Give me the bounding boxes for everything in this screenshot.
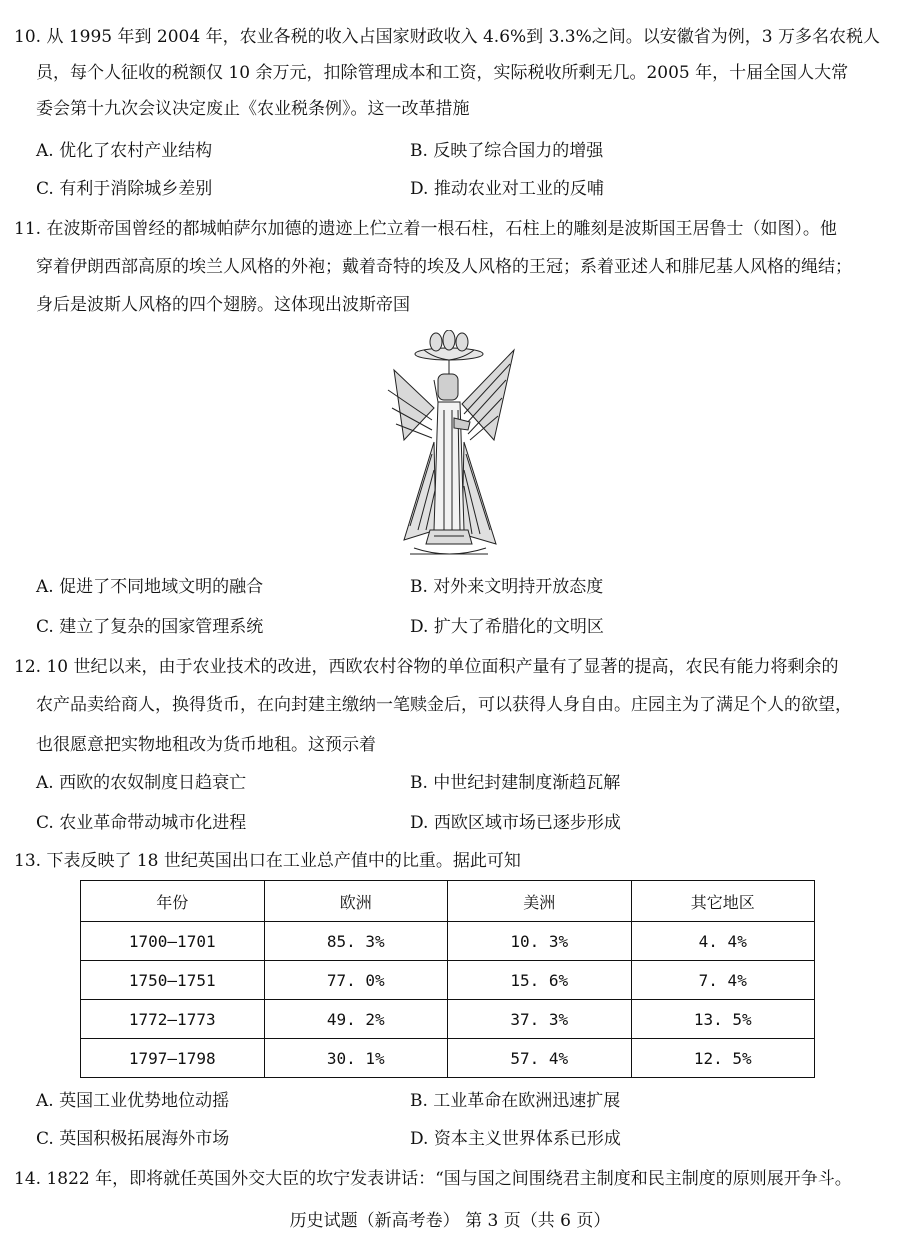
table-row: [81, 1000, 815, 1039]
q12-line-1: 12. 10 世纪以来，由于农业技术的改进，西欧农村谷物的单位面积产量有了显著的提高，农民有能力将剩余的: [14, 657, 839, 677]
q11-option-b: B. 对外来文明持开放态度: [410, 577, 604, 597]
table-row: [81, 922, 815, 961]
q10-line-3: 委会第十九次会议决定废止《农业税条例》。这一改革措施: [36, 99, 470, 119]
table-header-row: [81, 881, 815, 922]
table-cell: 4. 4%: [631, 922, 815, 961]
table-cell: 1700—1701: [81, 922, 265, 961]
table-cell: 85. 3%: [264, 922, 448, 961]
table-cell: 15. 6%: [448, 961, 632, 1000]
table-cell: 77. 0%: [264, 961, 448, 1000]
q10-option-b: B. 反映了综合国力的增强: [410, 141, 604, 161]
table-header-america: 美洲: [448, 881, 632, 922]
page-footer: 历史试题（新高考卷） 第 3 页（共 6 页）: [289, 1211, 611, 1231]
q11-line-3: 身后是波斯人风格的四个翅膀。这体现出波斯帝国: [36, 295, 410, 315]
table-cell: 12. 5%: [631, 1039, 815, 1078]
q11-option-a: A. 促进了不同地域文明的融合: [36, 577, 264, 597]
q11-line-1: 11. 在波斯帝国曾经的都城帕萨尔加德的遗迹上伫立着一根石柱，石柱上的雕刻是波斯国王居鲁士（如图）。他: [14, 219, 837, 239]
q13-option-b: B. 工业革命在欧洲迅速扩展: [410, 1091, 621, 1111]
q10-option-d: D. 推动农业对工业的反哺: [410, 179, 604, 199]
q14-line-1: 14. 1822 年，即将就任英国外交大臣的坎宁发表讲话：“国与国之间围绕君主制度和民主制度的原则展开争斗。: [14, 1169, 852, 1189]
table-cell: 7. 4%: [631, 961, 815, 1000]
table-cell: 1772—1773: [81, 1000, 265, 1039]
table-cell: 37. 3%: [448, 1000, 632, 1039]
q13-option-d: D. 资本主义世界体系已形成: [410, 1129, 621, 1149]
winged-figure-relief-icon: [374, 330, 524, 570]
q13-option-c: C. 英国积极拓展海外市场: [36, 1129, 230, 1149]
table-cell: 1750—1751: [81, 961, 265, 1000]
table-row: [81, 1039, 815, 1078]
q12-option-d: D. 西欧区域市场已逐步形成: [410, 813, 621, 833]
q13-line-1: 13. 下表反映了 18 世纪英国出口在工业总产值中的比重。据此可知: [14, 851, 521, 871]
table-header-other: 其它地区: [631, 881, 815, 922]
q11-option-d: D. 扩大了希腊化的文明区: [410, 617, 604, 637]
q10-option-a: A. 优化了农村产业结构: [36, 141, 213, 161]
q12-line-2: 农产品卖给商人，换得货币，在向封建主缴纳一笔赎金后，可以获得人身自由。庄园主为了满足个人的欲望，: [36, 695, 852, 715]
q12-option-a: A. 西欧的农奴制度日趋衰亡: [36, 773, 247, 793]
q11-option-c: C. 建立了复杂的国家管理系统: [36, 617, 264, 637]
q10-option-c: C. 有利于消除城乡差别: [36, 179, 213, 199]
q12-option-c: C. 农业革命带动城市化进程: [36, 813, 247, 833]
export-share-table: [80, 880, 815, 1078]
q10-line-1: 10. 从 1995 年到 2004 年，农业各税的收入占国家财政收入 4.6%到 3.3%之间。以安徽省为例，3 万多名农税人: [14, 27, 880, 47]
q13-option-a: A. 英国工业优势地位动摇: [36, 1091, 230, 1111]
q12-line-3: 也很愿意把实物地租改为货币地租。这预示着: [36, 735, 376, 755]
table-cell: 13. 5%: [631, 1000, 815, 1039]
table-cell: 30. 1%: [264, 1039, 448, 1078]
table-cell: 49. 2%: [264, 1000, 448, 1039]
table-cell: 10. 3%: [448, 922, 632, 961]
q10-line-2: 员，每个人征收的税额仅 10 余万元，扣除管理成本和工资，实际税收所剩无几。2005 年，十届全国人大常: [36, 63, 849, 83]
q11-line-2: 穿着伊朗西部高原的埃兰人风格的外袍；戴着奇特的埃及人风格的王冠；系着亚述人和腓尼基人风格的绳结；: [36, 257, 852, 277]
table-cell: 57. 4%: [448, 1039, 632, 1078]
table-header-year: 年份: [81, 881, 265, 922]
table-cell: 1797—1798: [81, 1039, 265, 1078]
table-row: [81, 961, 815, 1000]
q12-option-b: B. 中世纪封建制度渐趋瓦解: [410, 773, 621, 793]
table-header-europe: 欧洲: [264, 881, 448, 922]
